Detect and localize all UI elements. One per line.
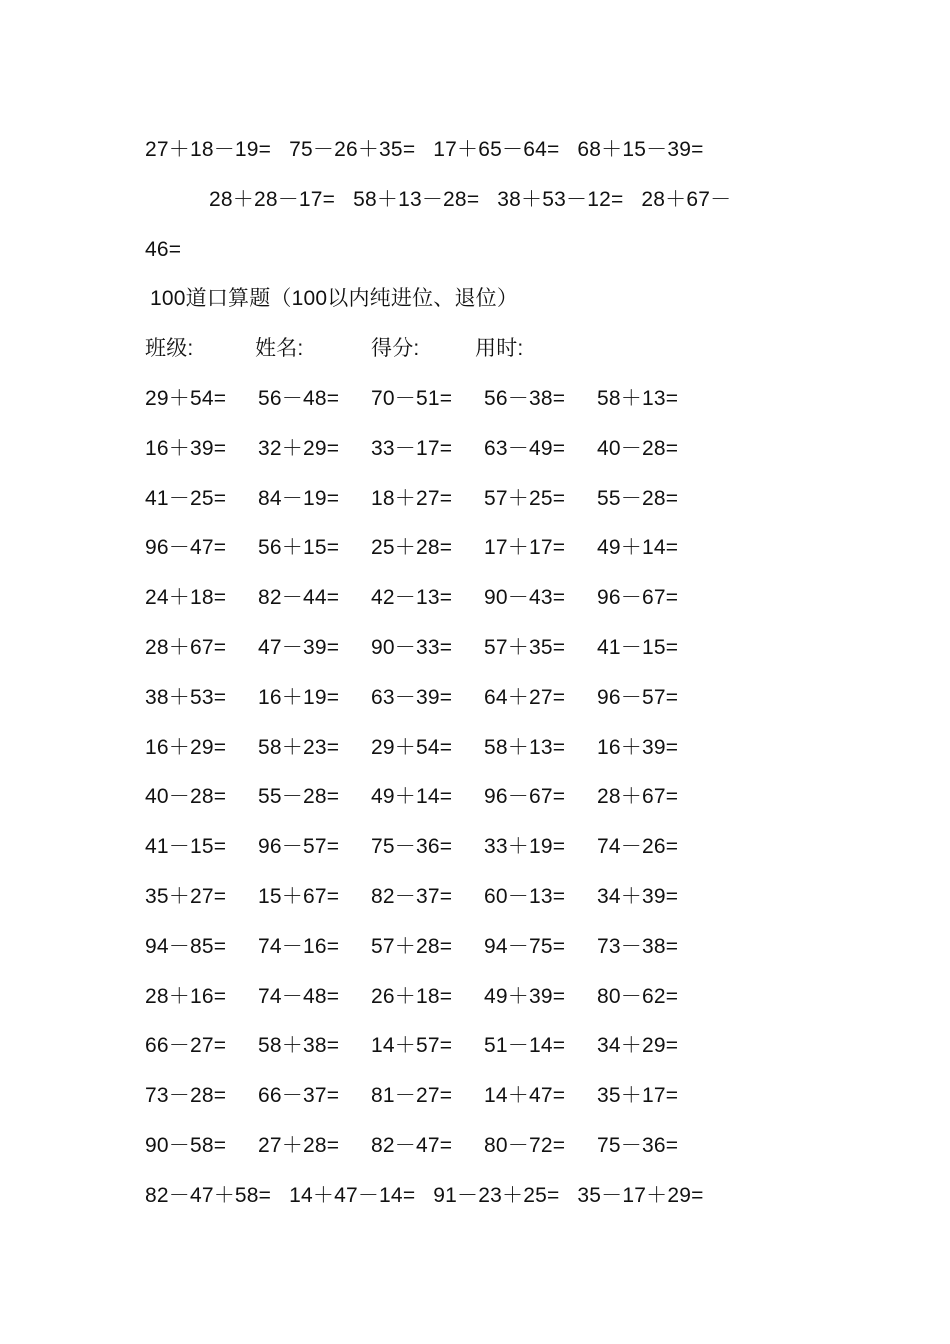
problem: 28＋28－17=: [209, 188, 336, 211]
problem: 14＋47=: [484, 1084, 566, 1107]
problem: 58＋13=: [597, 387, 679, 410]
problem: 57＋28=: [371, 935, 453, 958]
problem: 42－13=: [371, 586, 453, 609]
mixed-row-bottom: [145, 1181, 722, 1211]
problem: 34＋39=: [597, 885, 679, 908]
problem: 58＋23=: [258, 736, 340, 759]
problem: 75－36=: [371, 835, 453, 858]
problem: 96－47=: [145, 536, 227, 559]
problem: 40－28=: [597, 437, 679, 460]
problem-row: [145, 484, 710, 514]
problem: 56－38=: [484, 387, 566, 410]
problem-row: [145, 434, 710, 464]
problem: 35＋27=: [145, 885, 227, 908]
name-label: 姓名:: [255, 337, 304, 360]
problem: 40－28=: [145, 785, 227, 808]
problem: 60－13=: [484, 885, 566, 908]
problem: 16＋39=: [145, 437, 227, 460]
problem: 35－17＋29=: [577, 1184, 704, 1207]
problem: 26＋18=: [371, 985, 453, 1008]
info-row: [145, 334, 523, 364]
problem: 58＋38=: [258, 1034, 340, 1057]
problem: 73－38=: [597, 935, 679, 958]
problem: 96－57=: [597, 686, 679, 709]
problem: 28＋67=: [597, 785, 679, 808]
problem-row: [145, 1131, 710, 1161]
time-label: 用时:: [475, 337, 524, 360]
problem: 38＋53=: [145, 686, 227, 709]
problem: 80－62=: [597, 985, 679, 1008]
problem: 84－19=: [258, 487, 340, 510]
problem: 33－17=: [371, 437, 453, 460]
problem: 17＋17=: [484, 536, 566, 559]
problem: 49＋14=: [371, 785, 453, 808]
problem: 49＋14=: [597, 536, 679, 559]
problem: 16＋29=: [145, 736, 227, 759]
problem: 90－58=: [145, 1134, 227, 1157]
problem: 66－27=: [145, 1034, 227, 1057]
score-label: 得分:: [371, 337, 420, 360]
problem: 82－47＋58=: [145, 1184, 272, 1207]
problem: 16＋39=: [597, 736, 679, 759]
problem: 16＋19=: [258, 686, 340, 709]
problem: 80－72=: [484, 1134, 566, 1157]
problem: 82－47=: [371, 1134, 453, 1157]
problem-row: [145, 932, 710, 962]
problem: 28＋67－: [641, 188, 732, 211]
problem: 28＋67=: [145, 636, 227, 659]
problem: 34＋29=: [597, 1034, 679, 1057]
problem: 73－28=: [145, 1084, 227, 1107]
worksheet-title: 100道口算题（100以内纯进位、退位）: [150, 287, 519, 310]
problem: 55－28=: [258, 785, 340, 808]
problem: 74－26=: [597, 835, 679, 858]
problem: 94－85=: [145, 935, 227, 958]
problem: 82－37=: [371, 885, 453, 908]
mixed-row-2: [209, 185, 731, 215]
problem: 38＋53－12=: [497, 188, 624, 211]
problem: 14＋47－14=: [289, 1184, 416, 1207]
problem: 33＋19=: [484, 835, 566, 858]
problem: 56＋15=: [258, 536, 340, 559]
problem: 35＋17=: [597, 1084, 679, 1107]
problem: 47－39=: [258, 636, 340, 659]
problem: 96－67=: [484, 785, 566, 808]
problem: 41－15=: [597, 636, 679, 659]
problem: 17＋65－64=: [433, 138, 560, 161]
problem: 81－27=: [371, 1084, 453, 1107]
problem: 58＋13－28=: [353, 188, 480, 211]
problem-row: [145, 384, 710, 414]
problem-row: [145, 633, 710, 663]
problem: 75－36=: [597, 1134, 679, 1157]
problem: 32＋29=: [258, 437, 340, 460]
problem: 25＋28=: [371, 536, 453, 559]
problem-row: [145, 533, 710, 563]
problem: 70－51=: [371, 387, 453, 410]
problem-row: [145, 882, 710, 912]
problem: 68＋15－39=: [577, 138, 704, 161]
problem-row: [145, 583, 710, 613]
mixed-row-1: [145, 135, 722, 165]
problem: 24＋18=: [145, 586, 227, 609]
problem-row: [145, 683, 710, 713]
problem: 27＋28=: [258, 1134, 340, 1157]
problem: 94－75=: [484, 935, 566, 958]
problem-row: [145, 1031, 710, 1061]
problem: 57＋25=: [484, 487, 566, 510]
problem: 51－14=: [484, 1034, 566, 1057]
wrapped-answer-text: 46=: [145, 238, 182, 261]
problem: 28＋16=: [145, 985, 227, 1008]
problem: 14＋57=: [371, 1034, 453, 1057]
class-label: 班级:: [145, 337, 194, 360]
problem: 58＋13=: [484, 736, 566, 759]
problem: 74－16=: [258, 935, 340, 958]
problem: 56－48=: [258, 387, 340, 410]
problem: 15＋67=: [258, 885, 340, 908]
problem: 63－49=: [484, 437, 566, 460]
problem: 96－67=: [597, 586, 679, 609]
problem: 66－37=: [258, 1084, 340, 1107]
problem: 49＋39=: [484, 985, 566, 1008]
problem-row: [145, 982, 710, 1012]
problem: 90－43=: [484, 586, 566, 609]
problem: 29＋54=: [371, 736, 453, 759]
problem: 27＋18－19=: [145, 138, 272, 161]
problem: 57＋35=: [484, 636, 566, 659]
problem: 96－57=: [258, 835, 340, 858]
problem-row: [145, 1081, 710, 1111]
problem: 91－23＋25=: [433, 1184, 560, 1207]
problem: 63－39=: [371, 686, 453, 709]
problem: 64＋27=: [484, 686, 566, 709]
problem: 82－44=: [258, 586, 340, 609]
problem: 41－15=: [145, 835, 227, 858]
problem: 18＋27=: [371, 487, 453, 510]
problem-row: [145, 782, 710, 812]
problem: 74－48=: [258, 985, 340, 1008]
problem: 55－28=: [597, 487, 679, 510]
problem-row: [145, 733, 710, 763]
problem: 41－25=: [145, 487, 227, 510]
problem: 29＋54=: [145, 387, 227, 410]
problem-row: [145, 832, 710, 862]
problem: 75－26＋35=: [289, 138, 416, 161]
problem: 90－33=: [371, 636, 453, 659]
